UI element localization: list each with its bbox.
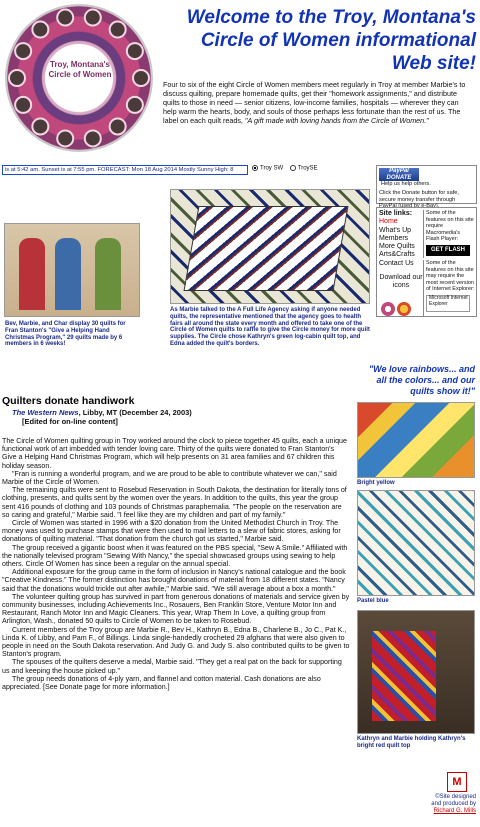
red-quilt-top xyxy=(372,631,436,721)
site-links-box xyxy=(376,207,477,317)
nav-link-whats-up[interactable]: What's Up xyxy=(379,226,412,234)
page-title: Welcome to the Troy, Montana's Circle of Women informational Web site! xyxy=(186,7,476,74)
article-paragraph: "Fran is running a wonderful program, and we are proud to be able to contribute whatever we can," said Marbie of the Circle of Women. xyxy=(2,469,337,487)
edited-note: [Edited for on-line content] xyxy=(22,417,118,426)
weather-ticker: is at 5:42 am. Sunset is at 7:55 pm. FORECAST: Mon 18 Aug 2014 Mostly Sunny High: 8 xyxy=(2,165,248,175)
red-quilt-caption: Kathryn and Marbie holding Kathryn's bright red quilt top xyxy=(357,736,466,749)
person-bev xyxy=(19,238,45,310)
pastel-blue-quilt-photo xyxy=(357,490,475,596)
article-paragraph: The spouses of the quilters deserve a medal, Marbie said. "They get a real pat on the back for supporting us and keeping the house picked up." xyxy=(2,658,342,675)
site-links-nav xyxy=(379,210,423,291)
site-credit xyxy=(386,794,476,815)
member-portrait xyxy=(31,21,49,39)
article-paragraph: The group received a gigantic boost when it was featured on the PBS special, "Sew A Smile." Affiliated with the nationally televised program "Sewing With Nancy," the special showcased groups using sewing to help others. Circle Of Women has since been a regular on the annual special. xyxy=(2,543,348,569)
ie-requirement xyxy=(423,260,475,316)
member-portrait xyxy=(14,42,32,60)
member-portrait xyxy=(56,9,74,27)
red-quilt-photo xyxy=(357,610,475,734)
article-paragraph: The remaining quilts were sent to Rosebud Reservation in South Dakota, the destination for literally tons of clothing, presents, and quilts sent by the women over the years. In addition to the quilts, this year the group sent 416 pounds of clothing and 103 pounds of Christmas paraphernalia. "The people on the reservation are so caring and grateful," Marbie said. "I feel like they are my children and part of my family." xyxy=(2,486,347,519)
log-cabin-quilt xyxy=(184,206,349,291)
radio-unselected-icon xyxy=(290,165,296,171)
credit-line-1: ©Site designed xyxy=(435,794,476,800)
article-dateline: , Libby, MT (December 24, 2003) xyxy=(78,408,192,417)
quilters-photo xyxy=(4,223,140,317)
member-portrait xyxy=(132,69,150,87)
paypal-donate-box xyxy=(376,165,477,210)
article-paragraph: The Circle of Women quilting group in Troy worked around the clock to piece together 45 quilts, each a unique functional work of art imbedded with tender loving care. Thirty of the quilts were donated to Fran Stanton's Give a Helping Hand Christmas Program, which will help presents on 31 area families and 67 children this holiday season. xyxy=(2,437,347,470)
radio-troy-sw[interactable] xyxy=(252,165,283,172)
get-flash-button[interactable]: GET FLASH xyxy=(426,245,470,256)
credit-line-2: and produced by xyxy=(431,801,476,807)
member-portrait xyxy=(56,129,74,147)
article-paragraph: Current members of the Troy group are Marbie R., Bev H., Kathryn B., Edna B., Charlene B., Jo C., Pat K., Linda K. of Libby, and Pam F., of Billings. Linda single-handedly crocheted 29 afghans that were also given to people in need on the South Dakota reservation. And Judy G. and Judy S. also contributed quilts to be given to Stanton's program. xyxy=(2,625,350,659)
article-paragraph: The volunteer quilting group has survived in part from generous donations of materials and service given by community businesses, including Achievements Inc., Rosauers, Ben Franklin Store, Venture Motor Inn and Restaurant, Ranch Motor Inn and Magic Cleaners. This year, Wrap Them In Love, a quilting group from Arlington, Wash., donated 50 quilts to Circle of Women to be taken to Rosebud. xyxy=(2,592,350,626)
log-cabin-quilt-caption: As Marbie talked to the A Full Life Agency asking if anyone needed quilts, the representative mentioned that the agency goes to health fairs all around the state every month and offered to take one of the Circle of Women quilts to raffle to give the Circle money for more quilt supplies. The Circle chose Kathryn's green log-cabin quilt top, and Edna added the quilt's borders. xyxy=(170,307,370,347)
publication-name: The Western News xyxy=(12,408,79,417)
ie-note: Some of the features on this site may require the most recent version of Internet Explorer: xyxy=(426,260,475,293)
intro-text: Four to six of the eight Circle of Women members meet regularly in Troy at member Marbie's to discuss quilting, prepare homemade quilts, get their "homework assignments," and distribute quilts to those in need — senior citizens, low-income families, hospitals — wherever they can help warm the hearts, body, and souls of those perhaps less fortunate than the rest of us. The label on each quilt reads, xyxy=(163,80,466,126)
log-cabin-quilt-photo xyxy=(170,189,370,304)
article-paragraph: Circle of Women was started in 1996 with a $20 donation from the United Methodist Church in Troy. The money was used to purchase stamps that were then used to mail letters to a slew of fabric stores, asking for donations of quilting material. "That donation from the church got us started," Marbie said. xyxy=(2,519,341,544)
article-byline xyxy=(12,408,192,426)
weather-location-radios xyxy=(252,165,323,172)
quilt-w-icon[interactable] xyxy=(397,302,411,316)
radio-label-troy-se: TroySE xyxy=(297,165,318,172)
logo-text: Troy, Montana's Circle of Women xyxy=(48,60,112,79)
person-marbie xyxy=(55,238,81,310)
member-portrait xyxy=(126,96,144,114)
article-paragraph: The group needs donations of 4-ply yarn, and flannel and cotton material. Cash donations are also appreciated. [See Donate page for more information.] xyxy=(2,674,321,692)
bright-yellow-caption: Bright yellow xyxy=(357,480,395,486)
article-paragraph: Additional exposure for the group came in the form of inclusion in Nancy's national catalogue and the book "Creative Kindness." The former distinction has brought donations of material from 18 different states. "Nancy said that the donations would trickle out after awhile," Marbie said. "We still average about a box a month." xyxy=(2,568,346,593)
member-portrait xyxy=(109,117,127,135)
radio-selected-icon xyxy=(252,165,258,171)
person-char xyxy=(95,238,121,310)
member-portrait xyxy=(84,9,102,27)
flash-requirement xyxy=(423,210,475,258)
circle-of-women-icon[interactable] xyxy=(381,302,395,316)
paypal-donate-button[interactable]: PayPal DONATE xyxy=(379,168,419,181)
circle-of-women-logo xyxy=(5,4,153,152)
member-portrait xyxy=(8,69,26,87)
quilters-photo-caption: Bev, Marbie, and Char display 30 quilts for Fran Stanton's "Give a Helping Hand Christmas Program," 29 quilts made by 6 members in 6 weeks! xyxy=(5,321,126,348)
nav-link-arts-crafts[interactable]: Arts&Crafts xyxy=(379,251,415,259)
bright-yellow-quilt-photo xyxy=(357,402,475,478)
paypal-help-text: Help us help others. xyxy=(381,181,431,187)
intro-quote: "A gift made with loving hands from the Circle of Women." xyxy=(244,116,429,126)
nav-link-more-quilts[interactable]: More Quilts xyxy=(379,243,415,251)
member-portrait xyxy=(126,42,144,60)
pastel-blue-caption: Pastel blue xyxy=(357,598,389,604)
nav-link-members[interactable]: Members xyxy=(379,234,409,242)
member-portrait xyxy=(109,21,127,39)
nav-link-contact-us[interactable]: Contact Us xyxy=(379,259,414,267)
designer-link[interactable]: Richard G. Mills xyxy=(433,808,476,814)
rainbow-slogan: "We love rainbows... and all the colors... and our quilts show it!" xyxy=(368,364,475,396)
paypal-description: Click the Donate button for safe, secure money transfer through PayPal (used by e-Bay). xyxy=(379,189,459,210)
radio-label-troy-sw: Troy SW xyxy=(260,165,284,172)
member-portrait xyxy=(84,129,102,147)
radio-troy-se[interactable] xyxy=(290,165,318,172)
internet-explorer-button[interactable]: Microsoft Internet Explorer xyxy=(426,295,470,312)
flash-note: Some of the features on this site require Macromedia's Flash Player: xyxy=(426,210,474,243)
member-portrait xyxy=(14,96,32,114)
intro-paragraph xyxy=(163,80,471,125)
nav-link-home[interactable]: Home xyxy=(379,218,398,226)
download-icons-link[interactable]: Download our icons xyxy=(379,274,423,290)
article-body xyxy=(2,437,350,691)
mills-logo-icon: M xyxy=(447,772,467,792)
downloadable-icons xyxy=(381,302,413,321)
member-portrait xyxy=(31,117,49,135)
article-title: Quilters donate handiwork xyxy=(2,395,135,407)
site-links-heading: Site links: xyxy=(379,210,413,217)
